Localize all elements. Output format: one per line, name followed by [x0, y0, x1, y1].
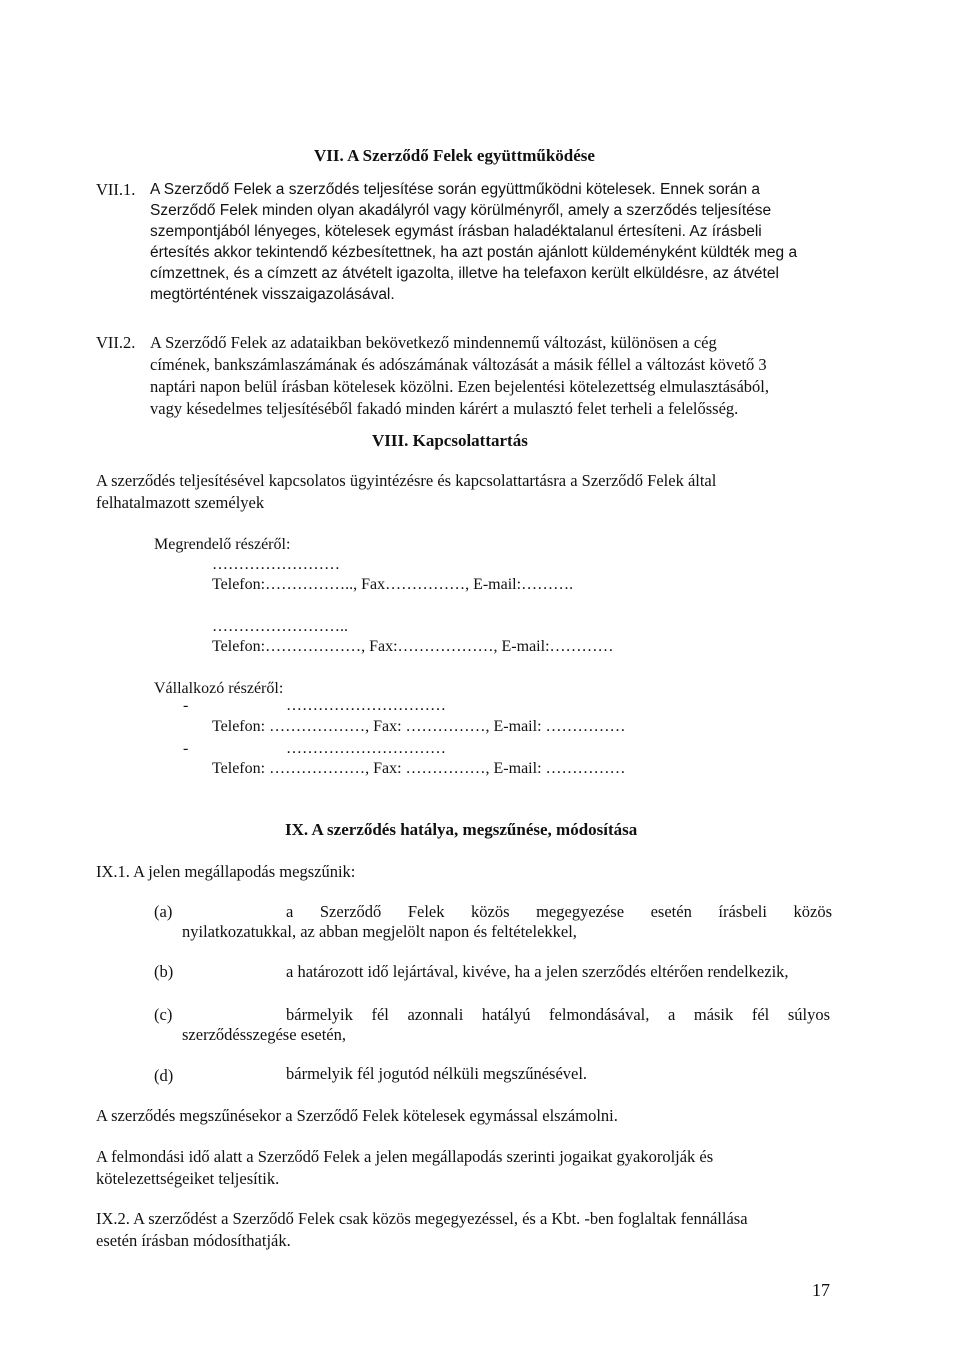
text-line: IX.2. A szerződést a Szerződő Felek csak közös megegyezéssel, és a Kbt. -ben foglaltak fennállása: [96, 1209, 748, 1228]
text-line: A Szerződő Felek az adataikban bekövetkező mindennemű változást, különösen a cég: [150, 333, 717, 352]
text-line: kötelezettségeiket teljesítik.: [96, 1169, 280, 1188]
section-8-intro: [96, 470, 830, 514]
item-label-b: (b): [154, 962, 174, 981]
contractor-contact-line-1: Telefon: ………………, Fax: ……………, E-mail: ……………: [212, 718, 626, 735]
client-contact-line-1: Telefon:…………….., Fax……………, E-mail:……….: [212, 576, 574, 593]
clause-7-1-text: [150, 179, 840, 305]
clause-9-1-intro: IX.1. A jelen megállapodás megszűnik:: [96, 862, 356, 881]
text-line: A felmondási idő alatt a Szerződő Felek a jelen megállapodás szerinti jogaikat gyakorolják és: [96, 1147, 714, 1166]
client-name-placeholder-2: ……………………..: [212, 618, 348, 635]
contractor-contact-line-2: Telefon: ………………, Fax: ……………, E-mail: ……………: [212, 760, 626, 777]
text-line: megtörténtének visszaigazolásával.: [150, 286, 395, 303]
contractor-label: Vállalkozó részéről:: [154, 680, 284, 697]
item-label-a: (a): [154, 902, 173, 921]
item-b-line-1: a határozott idő lejártával, kivéve, ha a jelen szerződés eltérően rendelkezik,: [286, 962, 789, 981]
item-a-line-2: nyilatkozatukkal, az abban megjelölt napon és feltételekkel,: [182, 922, 577, 941]
text-line: címzettnek, és a címzett az átvételt igazolta, illetve ha telefaxon került elküldésre, az átvétel: [150, 265, 779, 282]
item-d-line-1: bármelyik fél jogutód nélküli megszűnésével.: [286, 1064, 588, 1083]
client-label: Megrendelő részéről:: [154, 536, 291, 553]
client-contact-line-2: Telefon:………………, Fax:………………, E-mail:…………: [212, 638, 614, 655]
item-c-line-1: bármelyik fél azonnali hatályú felmondásával, a másik fél súlyos: [286, 1005, 830, 1024]
contractor-name-placeholder-1: …………………………: [286, 697, 446, 714]
text-line: esetén írásban módosíthatják.: [96, 1231, 291, 1250]
section-9-title: IX. A szerződés hatálya, megszűnése, módosítása: [285, 820, 638, 839]
text-line: naptári napon belül írásban kötelesek közölni. Ezen bejelentési kötelezettség elmulasztásából,: [150, 377, 769, 396]
section-7-title: VII. A Szerződő Felek együttműködése: [314, 146, 595, 165]
list-dash: -: [183, 740, 189, 757]
text-line: felhatalmazott személyek: [96, 493, 265, 512]
settlement-text: A szerződés megszűnésekor a Szerződő Felek kötelesek egymással elszámolni.: [96, 1106, 618, 1125]
text-line: vagy késedelmes teljesítéséből fakadó minden kárért a mulasztó felet terheli a felelősség.: [150, 399, 739, 418]
text-line: A szerződés teljesítésével kapcsolatos ügyintézésre és kapcsolattartásra a Szerződő Felek által: [96, 471, 717, 490]
clause-9-2-text: [96, 1208, 830, 1252]
text-line: értesítés akkor tekintendő kézbesítettnek, ha azt postán ajánlott küldeményként küldték meg a: [150, 244, 798, 261]
clause-7-1-number: VII.1.: [96, 180, 136, 199]
section-8-title: VIII. Kapcsolattartás: [372, 431, 528, 450]
item-a-line-1: a Szerződő Felek közös megegyezése esetén írásbeli közös: [286, 902, 832, 921]
list-dash: -: [183, 697, 189, 714]
item-c-line-2: szerződésszegése esetén,: [182, 1025, 346, 1044]
notice-period-text: [96, 1146, 830, 1190]
client-name-placeholder-1: ……………………: [212, 556, 340, 573]
item-label-d: (d): [154, 1066, 174, 1085]
text-line: Szerződő Felek minden olyan akadályról vagy körülményről, amely a szerződés teljesítése: [150, 202, 772, 219]
text-line: szempontjából lényeges, kötelesek egymást írásban haladéktalanul értesíteni. Az írásbeli: [150, 223, 762, 240]
clause-7-2-text: [150, 332, 840, 420]
text-line: címének, bankszámlaszámának és adószámának változását a másik féllel a változást követő 3: [150, 355, 767, 374]
item-label-c: (c): [154, 1005, 173, 1024]
contractor-name-placeholder-2: …………………………: [286, 740, 446, 757]
text-line: A Szerződő Felek a szerződés teljesítése során együttműködni kötelesek. Ennek során a: [150, 181, 761, 198]
page-number: 17: [812, 1280, 830, 1300]
clause-7-2-number: VII.2.: [96, 333, 136, 352]
